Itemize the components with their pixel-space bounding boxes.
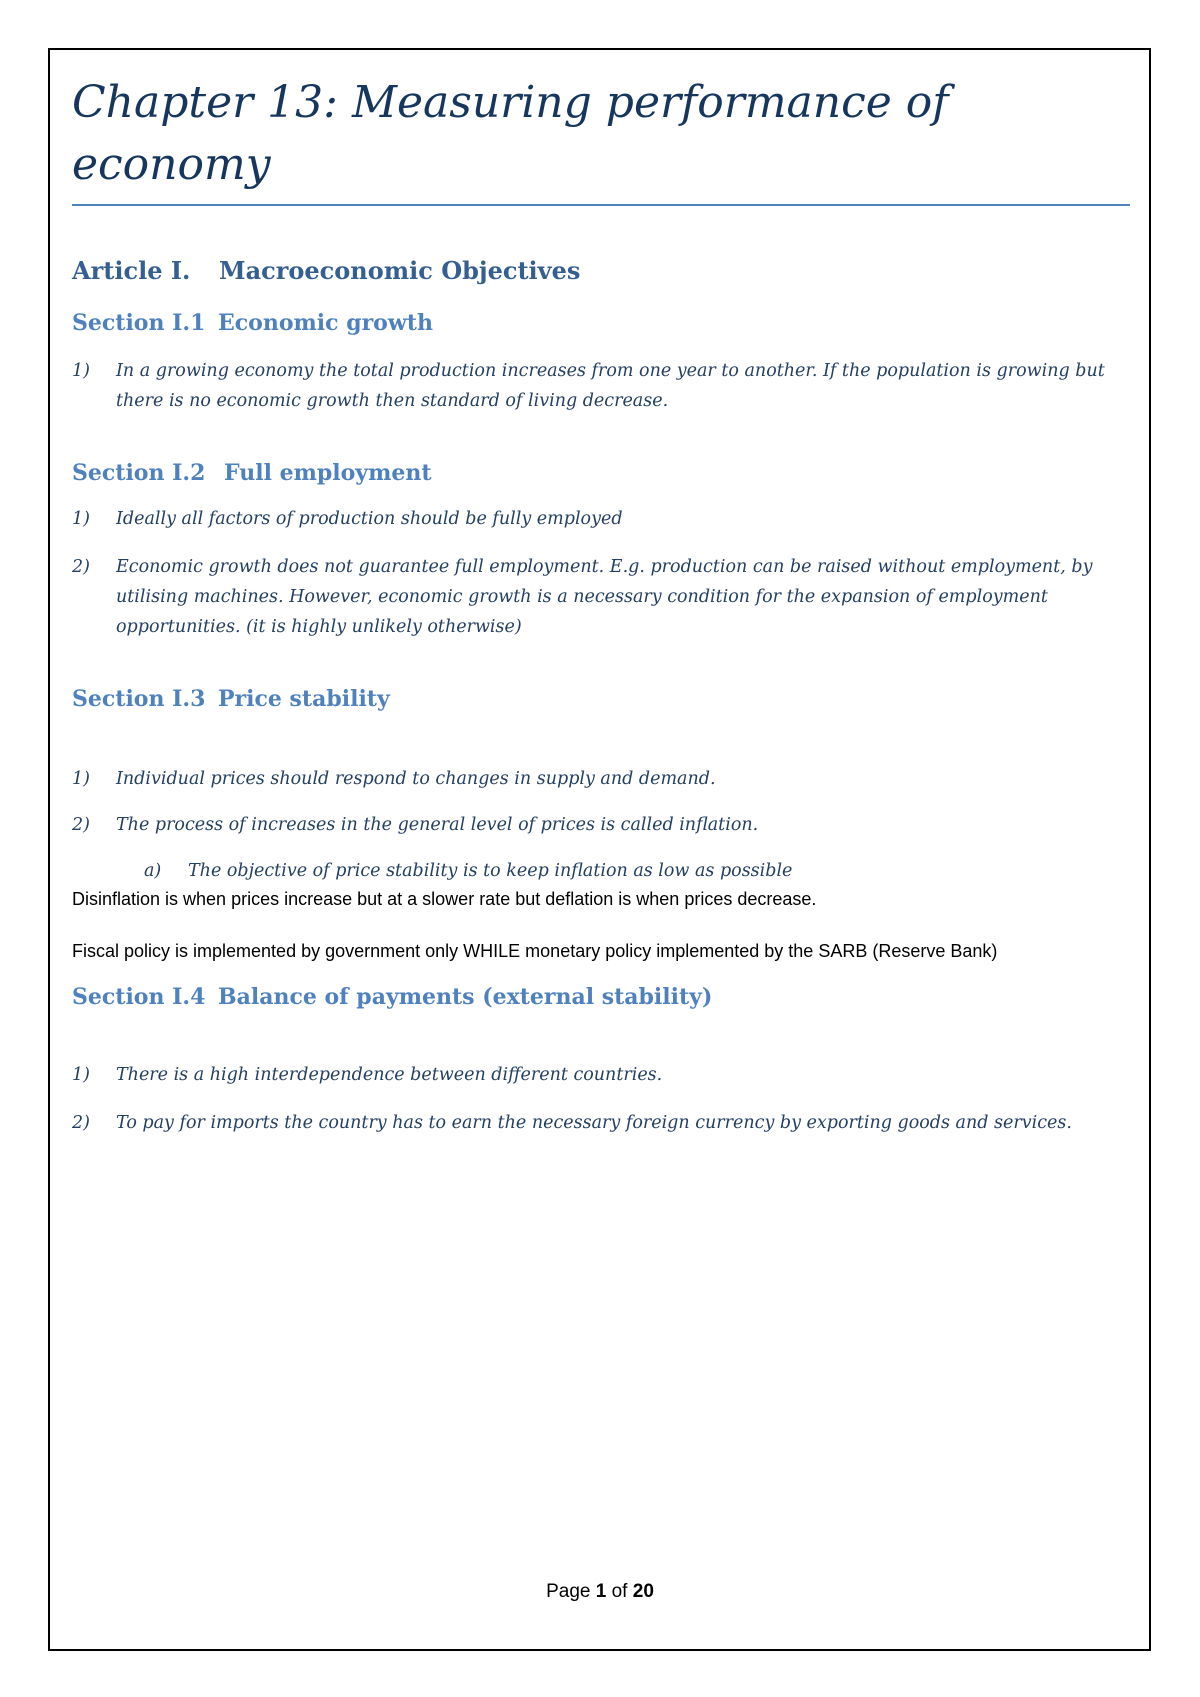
note-paragraph: Fiscal policy is implemented by government only WHILE monetary policy implemented by the SARB (Reserve Bank) xyxy=(72,941,998,961)
note-paragraph: Disinflation is when prices increase but at a slower rate but deflation is when prices decrease. xyxy=(72,889,817,909)
list-marker: 2) xyxy=(72,815,90,835)
section-number: Section I.2 xyxy=(72,460,206,486)
list-text: Ideally all factors of production should be fully employed xyxy=(116,509,623,529)
list-marker: a) xyxy=(144,861,162,881)
list-marker: 1) xyxy=(72,509,90,529)
list-item xyxy=(72,504,1130,534)
list-item xyxy=(72,764,1130,794)
list-text: Economic growth does not guarantee full employment. E.g. production can be raised without employment, by utilising machines. However, economic growth is a necessary condition for the expansion of employment opportunities. (it is highly unlikely otherwise) xyxy=(116,557,1093,637)
title-underline xyxy=(72,204,1130,206)
section-heading-economic-growth xyxy=(72,310,1130,336)
list-item xyxy=(72,356,1130,416)
article-heading xyxy=(72,256,1130,285)
list-text: The objective of price stability is to keep inflation as low as possible xyxy=(188,861,793,881)
document-content xyxy=(72,72,1130,1138)
page-label: Page xyxy=(546,1581,591,1602)
of-label: of xyxy=(611,1581,628,1602)
list-marker: 2) xyxy=(72,1113,90,1133)
section-number: Section I.3 xyxy=(72,686,206,712)
section-heading-balance-of-payments xyxy=(72,984,1130,1010)
list-marker: 1) xyxy=(72,1065,90,1085)
list-marker: 2) xyxy=(72,557,90,577)
list-text: Individual prices should respond to changes in supply and demand. xyxy=(116,769,716,789)
article-number: Article I. xyxy=(72,256,191,285)
list-text: To pay for imports the country has to earn the necessary foreign currency by exporting goods and services. xyxy=(116,1113,1072,1133)
section-number: Section I.4 xyxy=(72,984,206,1010)
list-item xyxy=(72,552,1130,642)
article-title: Macroeconomic Objectives xyxy=(219,256,581,285)
list-item xyxy=(72,1108,1130,1138)
list-text: The process of increases in the general level of prices is called inflation. xyxy=(116,815,759,835)
current-page-number: 1 xyxy=(595,1581,607,1602)
section-title: Balance of payments (external stability) xyxy=(218,984,713,1010)
total-pages-number: 20 xyxy=(632,1581,654,1602)
list-marker: 1) xyxy=(72,769,90,789)
section-heading-price-stability xyxy=(72,686,1130,712)
section-title: Full employment xyxy=(224,460,432,486)
section-heading-full-employment xyxy=(72,460,1130,486)
list-item xyxy=(72,1060,1130,1090)
list-text: There is a high interdependence between different countries. xyxy=(116,1065,663,1085)
section-title: Economic growth xyxy=(218,310,433,336)
sub-list-item xyxy=(72,856,1130,886)
list-marker: 1) xyxy=(72,361,90,381)
section-number: Section I.1 xyxy=(72,310,206,336)
chapter-title: Chapter 13: Measuring performance of economy xyxy=(72,77,949,190)
section-title: Price stability xyxy=(218,686,390,712)
list-text: In a growing economy the total production increases from one year to another. If the population is growing but there is no economic growth then standard of living decrease. xyxy=(116,361,1105,411)
page-footer xyxy=(0,1581,1200,1603)
list-item xyxy=(72,810,1130,840)
